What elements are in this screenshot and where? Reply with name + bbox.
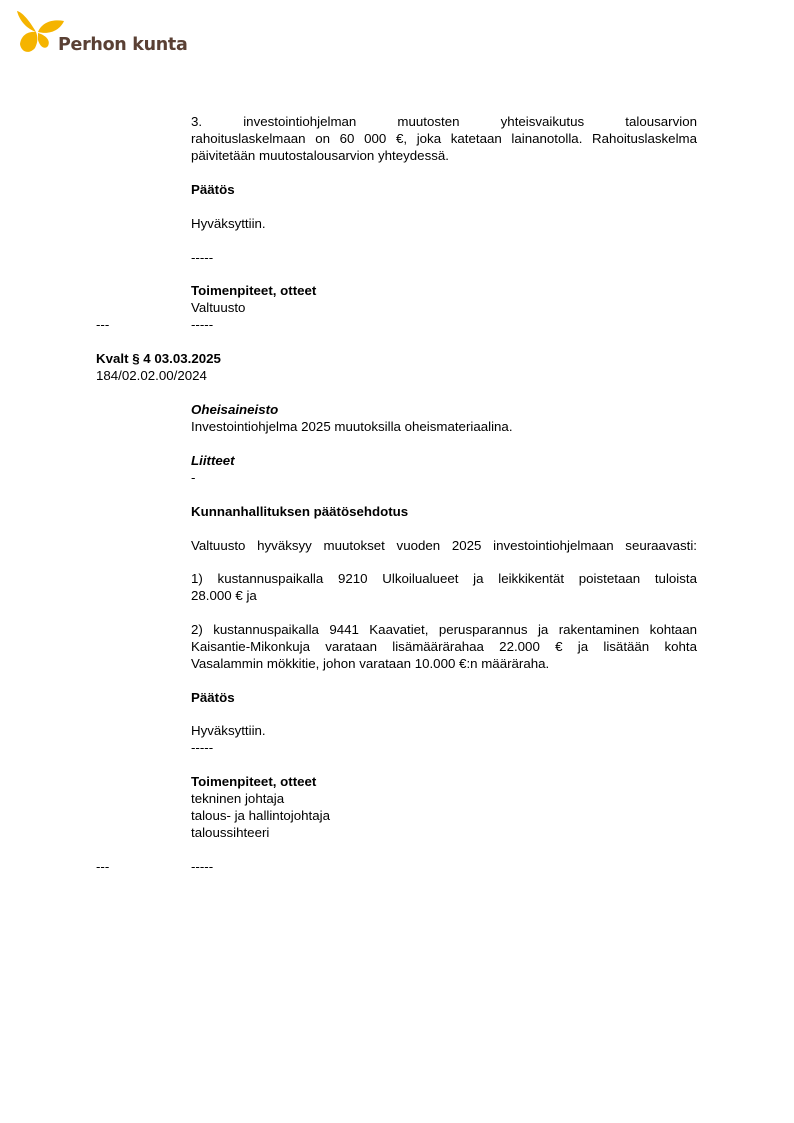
point3-line2: rahoituslaskelmaan on 60 000 €, joka katetaan lainanotolla. Rahoituslaskelma: [191, 131, 697, 146]
material-heading: Oheisaineisto: [191, 402, 279, 417]
actions-recipient: talous- ja hallintojohtaja: [191, 808, 330, 823]
point3-line3: päivitetään muutostalousarvion yhteydessä.: [191, 148, 449, 163]
item1-line1: 1) kustannuspaikalla 9210 Ulkoilualueet ja leikkikentät poistetaan tuloista: [191, 571, 697, 586]
proposal-heading: Kunnanhallituksen päätösehdotus: [191, 504, 409, 519]
item2-line1: 2) kustannuspaikalla 9441 Kaavatiet, perusparannus ja rakentaminen kohtaan: [191, 622, 697, 637]
section-title: Kvalt § 4 03.03.2025: [96, 351, 221, 366]
section-end-separator: -----: [191, 859, 214, 874]
actions-heading: Toimenpiteet, otteet: [191, 774, 317, 789]
material-text: Investointiohjelma 2025 muutoksilla oheismateriaalina.: [191, 419, 513, 434]
actions-recipient: tekninen johtaja: [191, 791, 285, 806]
org-name: Perhon kunta: [58, 35, 188, 55]
item2-line2: Kaisantie-Mikonkuja varataan lisämäärärahaa 22.000 € ja lisätään kohta: [191, 639, 697, 654]
decision-heading: Päätös: [191, 182, 235, 197]
section-end-separator: -----: [191, 317, 214, 332]
point3-line1: 3. investointiohjelman muutosten yhteisvaikutus talousarvion: [191, 114, 697, 129]
separator: -----: [191, 740, 214, 755]
decision-text: Hyväksyttiin.: [191, 723, 266, 738]
appendices-heading: Liitteet: [191, 453, 235, 468]
record-number: 184/02.02.00/2024: [96, 368, 207, 383]
actions-heading: Toimenpiteet, otteet: [191, 283, 317, 298]
item2-line3: Vasalammin mökkitie, johon varataan 10.000 €:n määräraha.: [191, 656, 550, 671]
proposal-intro: Valtuusto hyväksyy muutokset vuoden 2025 investointiohjelmaan seuraavasti:: [191, 538, 697, 553]
item1-line2: 28.000 € ja: [191, 588, 257, 603]
section-end-marker: ---: [96, 317, 110, 332]
decision-heading: Päätös: [191, 690, 235, 705]
decision-text: Hyväksyttiin.: [191, 216, 266, 231]
separator: -----: [191, 250, 214, 265]
section-end-marker: ---: [96, 859, 110, 874]
appendices-text: -: [191, 470, 196, 485]
actions-recipient: Valtuusto: [191, 300, 246, 315]
actions-recipient: taloussihteeri: [191, 825, 270, 840]
org-logo: [15, 10, 188, 60]
